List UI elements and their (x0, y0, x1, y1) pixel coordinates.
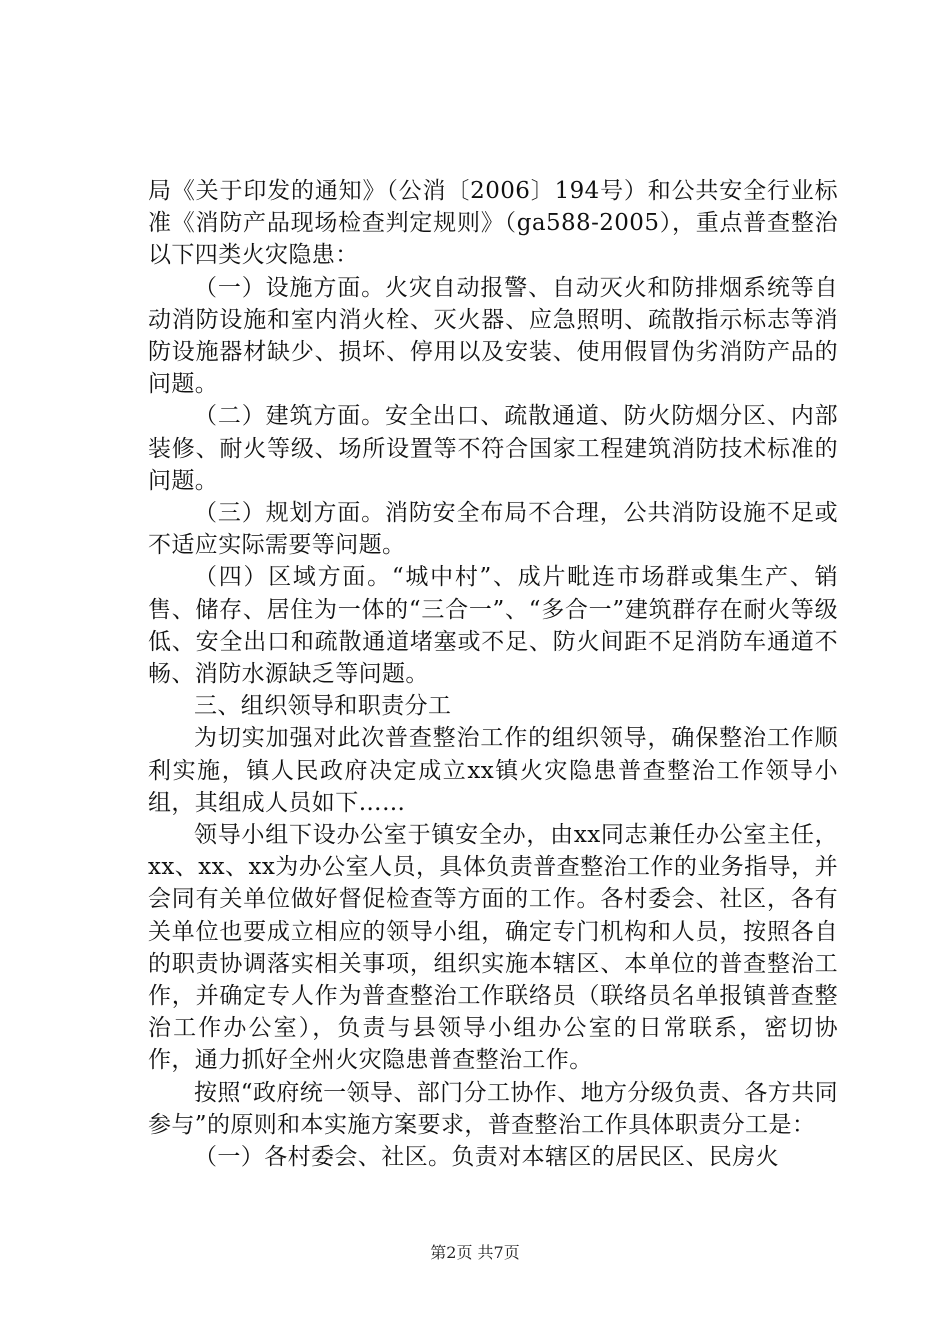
paragraph-village-committees: （一）各村委会、社区。负责对本辖区的居民区、民房火 (194, 1144, 779, 1171)
paragraph-continuation: 局《关于印发的通知》（公消〔2006〕194号）和公共安全行业标准《消防产品现场检查判定规则》（ga588-2005），重点普查整治以下四类火灾隐患： (148, 178, 838, 269)
paragraph-leadership-group: 为切实加强对此次普查整治工作的组织领导，确保整治工作顺利实施，镇人民政府决定成立xx镇火灾隐患普查整治工作领导小组，其组成人员如下…… (148, 725, 838, 816)
paragraph-principles: 按照“政府统一领导、部门分工协作、地方分级负责、各方共同参与”的原则和本实施方案要求，普查整治工作具体职责分工是： (148, 1079, 838, 1138)
document-body (148, 175, 838, 1173)
paragraph-regions: （四）区域方面。“城中村”、成片毗连市场群或集生产、销售、储存、居住为一体的“三合一”、“多合一”建筑群存在耐火等级低、安全出口和疏散通道堵塞或不足、防火间距不足消防车通道不畅、消防水源缺乏等问题。 (148, 564, 838, 688)
paragraph-buildings: （二）建筑方面。安全出口、疏散通道、防火防烟分区、内部装修、耐火等级、场所设置等不符合国家工程建筑消防技术标准的问题。 (148, 403, 838, 494)
paragraph-office: 领导小组下设办公室于镇安全办，由xx同志兼任办公室主任，xx、xx、xx为办公室人员，具体负责普查整治工作的业务指导，并会同有关单位做好督促检查等方面的工作。各村委会、社区，各有关单位也要成立相应的领导小组，确定专门机构和人员，按照各自的职责协调落实相关事项，组织实施本辖区、本单位的普查整治工作，并确定专人作为普查整治工作联络员（联络员名单报镇普查整治工作办公室），负责与县领导小组办公室的日常联系，密切协作，通力抓好全州火灾隐患普查整治工作。 (148, 822, 838, 1074)
paragraph-facilities: （一）设施方面。火灾自动报警、自动灭火和防排烟系统等自动消防设施和室内消火栓、灭火器、应急照明、疏散指示标志等消防设施器材缺少、损坏、停用以及安装、使用假冒伪劣消防产品的问题。 (148, 274, 838, 398)
paragraph-planning: （三）规划方面。消防安全布局不合理，公共消防设施不足或不适应实际需要等问题。 (148, 500, 838, 559)
section-heading-organization: 三、组织领导和职责分工 (194, 693, 452, 720)
page-number-footer: 第2页 共7页 (430, 1243, 520, 1262)
